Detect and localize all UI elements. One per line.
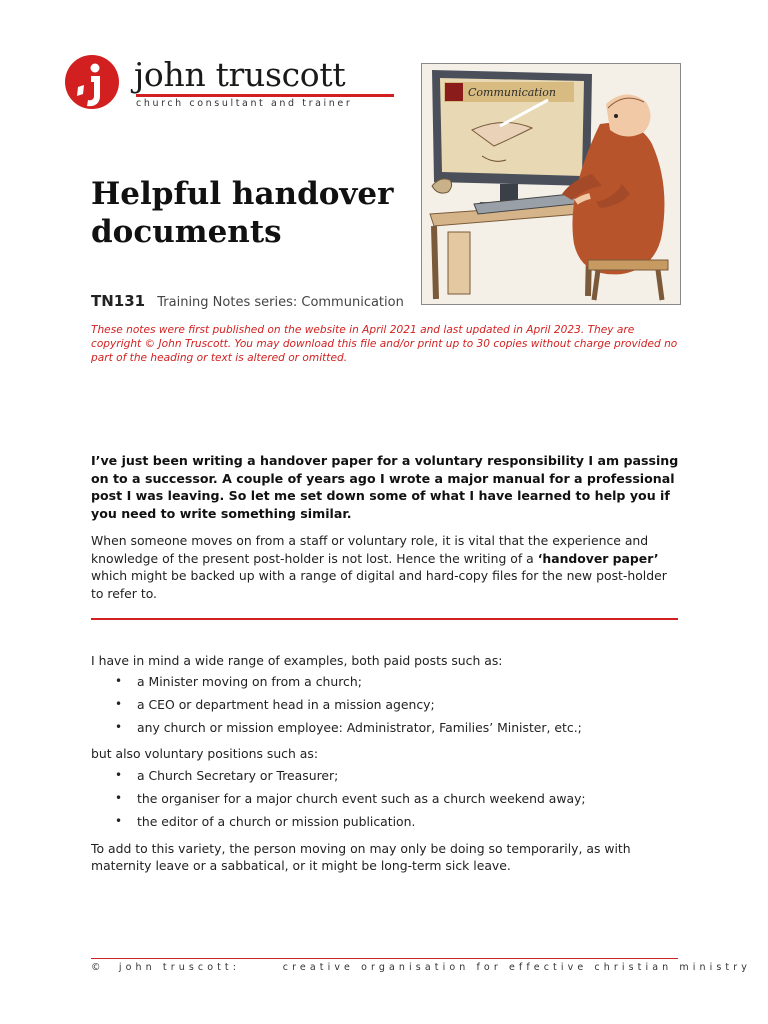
para-text-start: When someone moves on from a staff or voluntary role, it is vital that the experience and knowledge of the present post-holder is not lost. Hence the writing of a [91,533,649,566]
list-item-text: any church or mission employee: Administrator, Families’ Minister, etc.; [137,720,582,735]
monk-at-computer-image [422,64,680,304]
footer-owner: john truscott: [118,962,241,973]
list-item [91,696,681,713]
para-text-end: which might be backed up with a range of digital and hard-copy files for the new post-holder to refer to. [91,568,667,601]
communication-illustration [421,63,681,305]
series-label: Training Notes series: Communication [157,295,404,310]
list-item-text: a Minister moving on from a church; [137,674,362,689]
body-paragraph [91,532,681,602]
voluntary-posts-list [91,767,681,836]
footer-divider [91,958,678,959]
list-item-text: the editor of a church or mission publication. [137,814,416,829]
series-code: TN131 [91,292,146,310]
bullet-icon: • [115,697,123,711]
voluntary-posts-lead: but also voluntary positions such as: [91,746,319,761]
copyright-symbol: © [91,962,105,973]
bullet-icon: • [115,791,123,805]
screen-word: Communication [468,86,556,99]
bullet-icon: • [115,768,123,782]
logo-tagline: church consultant and trainer [136,98,353,109]
logo-name: john truscott [134,55,346,94]
list-item-text: a CEO or department head in a mission agency; [137,697,435,712]
list-item [91,813,681,830]
paid-posts-lead: I have in mind a wide range of examples, both paid posts such as: [91,653,503,668]
list-item [91,719,681,736]
logo-mark-icon [64,54,120,110]
intro-paragraph: I’ve just been writing a handover paper for a voluntary responsibility I am passing on to a successor. A couple of years ago I wrote a major manual for a professional post I was leaving. So let me set down some of what I have learned to help you if you need to write something similar. [91,453,679,521]
footer [91,962,751,973]
bullet-icon: • [115,814,123,828]
brand-logo [64,54,353,114]
para-emphasis: ‘handover paper’ [537,550,659,566]
bullet-icon: • [115,720,123,734]
section-divider [91,618,678,620]
logo-underline [136,94,394,97]
page-title: Helpful handover documents [91,176,394,250]
list-item-text: a Church Secretary or Treasurer; [137,768,339,783]
bullet-icon: • [115,674,123,688]
footer-strapline: creative organisation for effective christian ministry [282,962,751,973]
paid-posts-list [91,673,681,742]
list-item [91,673,681,690]
series-line [91,292,404,310]
list-item [91,767,681,784]
closing-paragraph: To add to this variety, the person moving on may only be doing so temporarily, as with maternity leave or a sabbatical, or it might be long-term sick leave. [91,841,631,873]
list-item [91,790,681,807]
list-item-text: the organiser for a major church event such as a church weekend away; [137,791,586,806]
copyright-notice: These notes were first published on the website in April 2021 and last updated in April 2023. They are copyright © John Truscott. You may download this file and/or print up to 30 copies without charge provided no part of the heading or text is altered or omitted. [91,324,678,364]
